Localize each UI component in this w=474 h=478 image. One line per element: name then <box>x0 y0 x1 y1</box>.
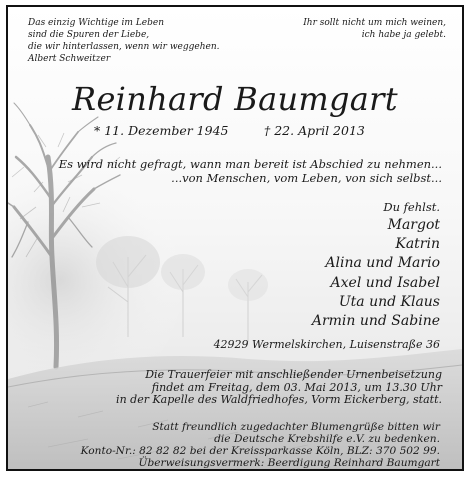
quote-left-line: sind die Spuren der Liebe, <box>28 30 150 40</box>
ceremony-line: Die Trauerfeier mit anschließender Urnenbeisetzung <box>145 368 442 381</box>
poem-line-2: ...von Menschen, vom Leben, von sich selbst... <box>171 171 442 185</box>
birth-date: * 11. Dezember 1945 <box>94 123 229 138</box>
donation-line: die Deutsche Krebshilfe e.V. zu bedenken. <box>214 433 440 445</box>
mourner-name: Margot <box>387 217 440 233</box>
mourner-name: Alina und Mario <box>325 255 440 272</box>
quote-right <box>303 17 446 41</box>
poem-line-1: Es wird nicht gefragt, wann man bereit ist Abschied zu nehmen... <box>58 157 442 171</box>
quote-author: Albert Schweitzer <box>28 54 111 64</box>
quote-left-line: Das einzig Wichtige im Leben <box>28 18 165 28</box>
quote-left-line: die wir hinterlassen, wenn wir weggehen. <box>28 42 220 52</box>
mourners-list <box>312 216 440 331</box>
farewell-text: Du fehlst. <box>383 200 440 214</box>
mourner-name: Axel und Isabel <box>330 274 440 291</box>
ceremony-details <box>116 369 442 407</box>
transfer-reference: Überweisungsvermerk: Beerdigung Reinhard Baumgart <box>138 457 440 469</box>
deceased-name: Reinhard Baumgart <box>72 80 398 118</box>
family-address: 42929 Wermelskirchen, Luisenstraße 36 <box>213 338 440 351</box>
donation-line: Statt freundlich zugedachter Blumengrüße bitten wir <box>152 421 440 433</box>
quote-right-line: Ihr sollt nicht um mich weinen, <box>303 18 446 28</box>
ceremony-line: in der Kapelle des Waldfriedhofes, Vorm Eickerberg, statt. <box>116 393 442 407</box>
ceremony-line: findet am Freitag, dem 03. Mai 2013, um 13.30 Uhr <box>151 380 442 394</box>
quote-left <box>28 17 220 65</box>
mourner-name: Armin und Sabine <box>311 313 440 330</box>
mourner-name: Katrin <box>395 236 440 253</box>
obituary-notice <box>6 5 464 471</box>
quote-right-line: ich habe ja gelebt. <box>361 30 446 40</box>
mourner-name: Uta und Klaus <box>338 293 440 310</box>
death-date: † 22. April 2013 <box>264 123 365 138</box>
bank-details: Konto-Nr.: 82 82 82 bei der Kreissparkasse Köln, BLZ: 370 502 99. <box>80 445 440 457</box>
donation-request <box>81 421 440 469</box>
